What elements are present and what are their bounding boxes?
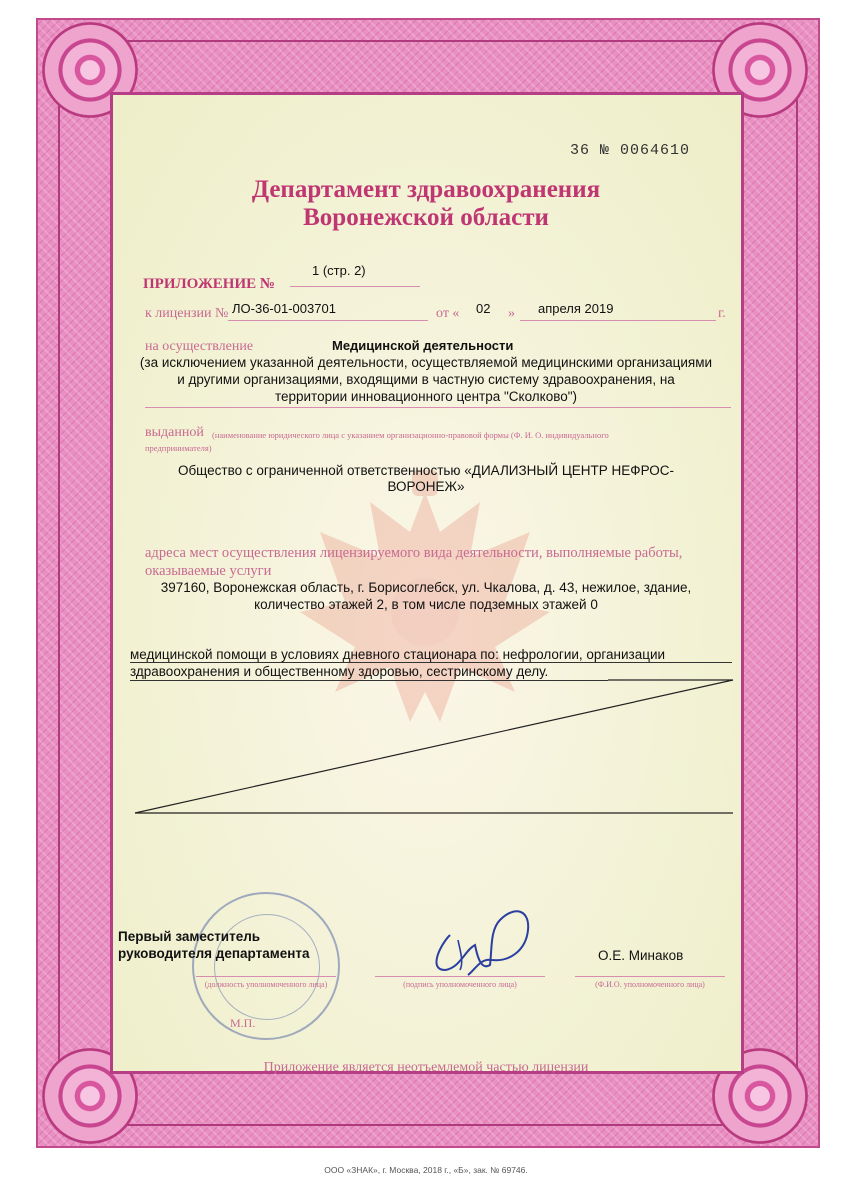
date-close-quote: » [508, 306, 515, 321]
organization-name: Общество с ограниченной ответственностью «ДИАЛИЗНЫЙ ЦЕНТР НЕФРОС- [177, 463, 675, 478]
services-text: здравоохранения и общественному здоровью, сестринскому делу. [130, 664, 549, 679]
activity-title: Медицинской деятельности [332, 338, 514, 353]
position-caption: (должность уполномоченного лица) [204, 980, 328, 989]
address-value: 397160, Воронежская область, г. Борисоглебск, ул. Чкалова, д. 43, нежилое, здание, [160, 580, 692, 595]
organization-name: ВОРОНЕЖ» [387, 479, 465, 494]
appendix-number: 1 (стр. 2) [312, 263, 366, 278]
to-license-label: к лицензии № [145, 306, 229, 321]
signer-position: Первый заместитель [118, 929, 261, 944]
seal-place-label: М.П. [230, 1016, 256, 1030]
name-caption: (Ф.И.О. уполномоченного лица) [595, 980, 705, 989]
issued-hint: предпринимателя) [145, 443, 212, 453]
address-label: оказываемые услуги [145, 563, 272, 579]
activity-label: на осуществление [145, 339, 254, 354]
services-text: медицинской помощи в условиях дневного стационара по: нефрологии, организации [130, 647, 666, 662]
authority-title: Департамент здравоохранения [251, 176, 601, 203]
signer-name: О.Е. Минаков [598, 948, 684, 963]
license-day: 02 [476, 301, 491, 316]
footer-note: Приложение является неотъемлемой частью лицензии [263, 1060, 589, 1075]
printer-imprint: ООО «ЗНАК», г. Москва, 2018 г., «Б», зак. № 69746. [324, 1165, 528, 1175]
authority-region: Воронежской области [303, 204, 549, 231]
signature-caption: (подпись уполномоченного лица) [403, 980, 517, 989]
date-from-label: от « [436, 306, 460, 321]
document-number: 36 № 0064610 [570, 142, 691, 159]
handwritten-signature [420, 890, 550, 980]
issued-hint: (наименование юридического лица с указанием организационно-правовой формы (Ф. И. О. индивидуального [212, 430, 609, 440]
address-label: адреса мест осуществления лицензируемого вида деятельности, выполняемые работы, [145, 545, 683, 561]
year-suffix: г. [718, 306, 726, 321]
position-underline [196, 976, 336, 977]
issued-label: выданной [145, 425, 204, 440]
signer-position: руководителя департамента [118, 946, 310, 961]
activity-note: и другими организациями, входящими в частную систему здравоохранения, на [177, 372, 675, 387]
address-value: количество этажей 2, в том числе подземных этажей 0 [254, 597, 598, 612]
signature-underline [375, 976, 545, 977]
activity-note: (за исключением указанной деятельности, осуществляемой медицинскими организациями [139, 355, 713, 370]
appendix-label: ПРИЛОЖЕНИЕ № [143, 276, 275, 292]
name-underline [575, 976, 725, 977]
license-month-year: апреля 2019 [538, 301, 614, 316]
activity-note: территории инновационного центра "Сколково") [274, 389, 578, 404]
license-number: ЛО-36-01-003701 [232, 301, 336, 316]
official-seal-stamp [192, 892, 340, 1040]
